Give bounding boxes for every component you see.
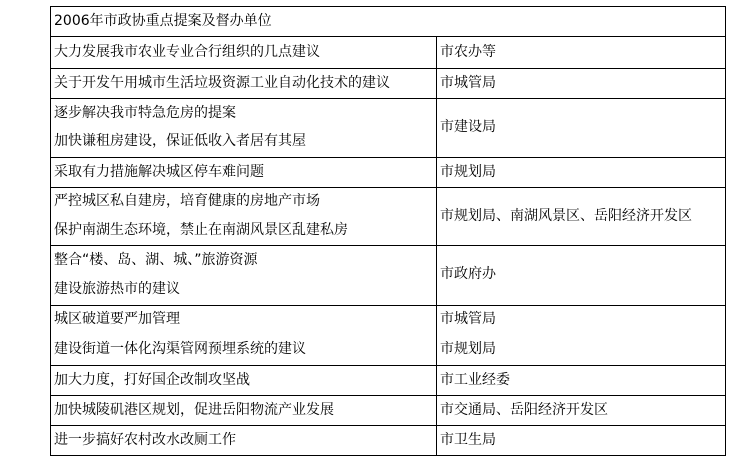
handling-unit: 市城管局 [440, 75, 496, 91]
proposal-text: 建设街道一体化沟渠管网预埋系统的建议 [54, 341, 306, 357]
proposal-text: 进一步搞好农村改水改厕工作 [54, 432, 236, 448]
handling-unit: 市规划局 [440, 341, 496, 357]
row-divider [50, 395, 726, 396]
handling-unit: 市农办等 [440, 44, 496, 60]
row-divider [50, 245, 726, 246]
table-border-right [725, 6, 726, 456]
row-divider [50, 157, 726, 158]
handling-unit: 市城管局 [440, 311, 496, 327]
proposal-text: 加快城陵矶港区规划，促进岳阳物流产业发展 [54, 402, 334, 418]
proposal-text: 保护南湖生态环境，禁止在南湖风景区乱建私房 [54, 222, 348, 238]
table-title: 2006年市政协重点提案及督办单位 [54, 13, 272, 29]
column-divider [436, 36, 437, 456]
row-divider [50, 425, 726, 426]
table-border-top [50, 6, 726, 7]
handling-unit: 市政府办 [440, 266, 496, 282]
handling-unit: 市交通局、岳阳经济开发区 [440, 402, 608, 418]
handling-unit: 市卫生局 [440, 432, 496, 448]
proposal-text: 加大力度，打好国企改制攻坚战 [54, 372, 250, 388]
table-border-bottom [50, 455, 726, 456]
row-divider [50, 36, 726, 37]
proposal-text: 整合“楼、岛、湖、城、”旅游资源 [54, 252, 258, 268]
row-divider [50, 68, 726, 69]
proposal-text: 加快谦租房建设，保证低收入者居有其屋 [54, 133, 306, 149]
proposal-text: 逐步解决我市特急危房的提案 [54, 105, 236, 121]
row-divider [50, 187, 726, 188]
handling-unit: 市规划局 [440, 164, 496, 180]
row-divider [50, 98, 726, 99]
proposal-text: 严控城区私自建房，培育健康的房地产市场 [54, 193, 320, 209]
handling-unit: 市规划局、南湖风景区、岳阳经济开发区 [440, 208, 692, 224]
proposal-text: 采取有力措施解决城区停车难问题 [54, 164, 264, 180]
handling-unit: 市工业经委 [440, 372, 510, 388]
row-divider [50, 305, 726, 306]
proposal-text: 城区破道要严加管理 [54, 311, 180, 327]
proposal-text: 大力发展我市农业专业合行组织的几点建议 [54, 44, 320, 60]
proposal-text: 关于开发午用城市生活垃圾资源工业自动化技术的建议 [54, 75, 390, 91]
table-border-left [50, 6, 51, 456]
handling-unit: 市建设局 [440, 119, 496, 135]
row-divider [50, 365, 726, 366]
proposal-text: 建设旅游热市的建议 [54, 281, 180, 297]
